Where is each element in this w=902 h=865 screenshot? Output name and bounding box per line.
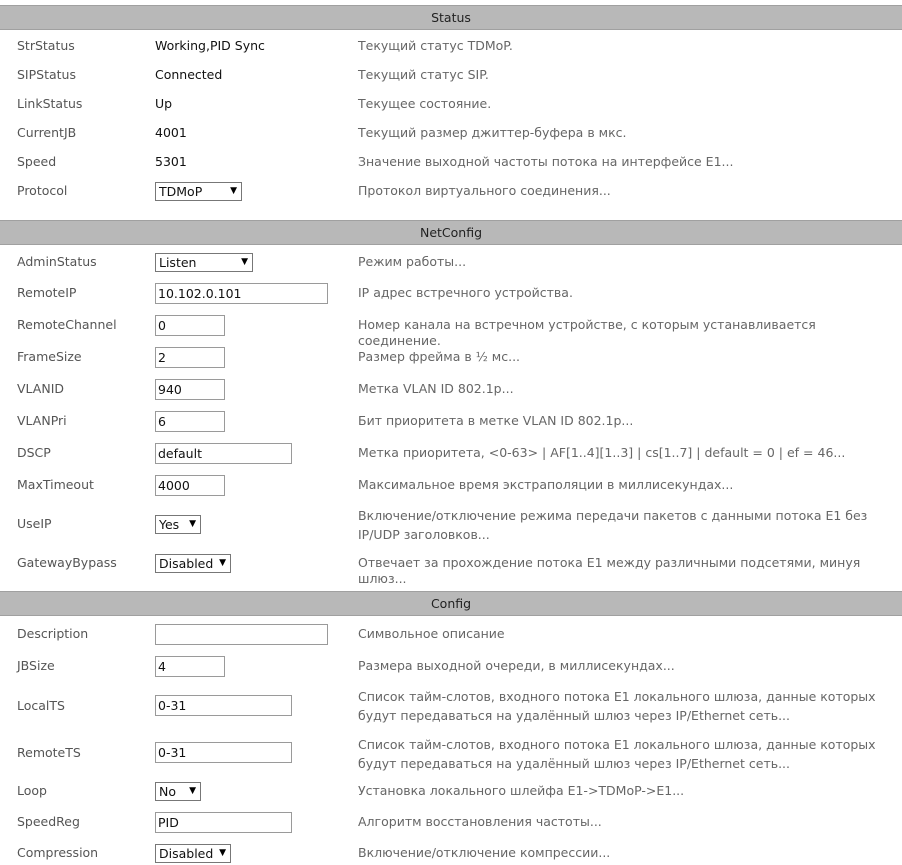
field-label: StrStatus — [17, 38, 75, 53]
field-label: Loop — [17, 783, 47, 798]
compression-select[interactable] — [155, 844, 231, 863]
field-description: Метка VLAN ID 802.1p... — [358, 381, 514, 396]
jbsize-input[interactable]: 4 — [155, 656, 225, 677]
chevron-down-icon: ▼ — [241, 257, 248, 267]
field-description: Установка локального шлейфа E1->TDMoP->E1... — [358, 783, 685, 798]
field-description: Включение/отключение режима передачи пакетов с данными потока E1 без IP/UDP заголовков... — [358, 508, 868, 542]
field-label: RemoteTS — [17, 745, 81, 760]
field-description: Бит приоритета в метке VLAN ID 802.1p... — [358, 413, 634, 428]
description-input[interactable] — [155, 624, 328, 645]
field-description: Метка приоритета, <0-63> | AF[1..4][1..3] | cs[1..7] | default = 0 | ef = 46... — [358, 445, 846, 460]
select-value: Listen — [159, 255, 197, 270]
speedreg-input[interactable]: PID — [155, 812, 292, 833]
field-label: LocalTS — [17, 698, 65, 713]
field-label: RemoteIP — [17, 285, 77, 300]
field-value: Up — [155, 96, 173, 111]
field-description: Текущее состояние. — [358, 96, 492, 111]
field-label: VLANPri — [17, 413, 67, 428]
field-label: MaxTimeout — [17, 477, 94, 492]
select-value: No — [159, 784, 176, 799]
field-label: VLANID — [17, 381, 65, 396]
field-description: Список тайм-слотов, входного потока E1 локального шлюза, данные которых будут передаваться на удалённый шлюз через IP/Ethernet сеть... — [358, 737, 876, 771]
loop-select[interactable] — [155, 782, 201, 801]
chevron-down-icon: ▼ — [230, 186, 237, 196]
vlanpri-input[interactable]: 6 — [155, 411, 225, 432]
field-label: AdminStatus — [17, 254, 97, 269]
remoteip-input[interactable]: 10.102.0.101 — [155, 283, 328, 304]
dscp-input[interactable]: default — [155, 443, 292, 464]
field-description: Максимальное время экстраполяции в миллисекундах... — [358, 477, 734, 492]
select-value: Yes — [159, 517, 180, 532]
field-label: LinkStatus — [17, 96, 83, 111]
protocol-select[interactable] — [155, 182, 242, 201]
select-value: Disabled — [159, 846, 214, 861]
field-label: Speed — [17, 154, 57, 169]
chevron-down-icon: ▼ — [219, 558, 226, 568]
adminstatus-select[interactable] — [155, 253, 253, 272]
field-description: Значение выходной частоты потока на интерфейсе E1... — [358, 154, 734, 169]
field-label: Description — [17, 626, 89, 641]
remotechannel-input[interactable]: 0 — [155, 315, 225, 336]
gatewaybypass-select[interactable] — [155, 554, 231, 573]
field-label: DSCP — [17, 445, 51, 460]
select-value: TDMoP — [159, 184, 203, 199]
field-value: 4001 — [155, 125, 187, 140]
field-label: UseIP — [17, 516, 52, 531]
field-label: CurrentJB — [17, 125, 77, 140]
chevron-down-icon: ▼ — [219, 848, 226, 858]
field-description: Размера выходной очереди, в миллисекундах... — [358, 658, 675, 673]
config-section-header: Config — [0, 591, 902, 616]
field-description: Символьное описание — [358, 626, 505, 641]
field-label: JBSize — [17, 658, 55, 673]
field-label: Compression — [17, 845, 99, 860]
field-description: Текущий размер джиттер-буфера в мкс. — [358, 125, 627, 140]
field-value: Working,PID Sync — [155, 38, 265, 53]
field-value: 5301 — [155, 154, 187, 169]
framesize-input[interactable]: 2 — [155, 347, 225, 368]
field-label: GatewayBypass — [17, 555, 117, 570]
field-description: Текущий статус TDMoP. — [358, 38, 513, 53]
field-description: Протокол виртуального соединения... — [358, 183, 611, 198]
field-description: IP адрес встречного устройства. — [358, 285, 573, 300]
field-value: Connected — [155, 67, 223, 82]
field-description: Номер канала на встречном устройстве, с которым устанавливается соединение. — [358, 317, 816, 348]
netconfig-section-header: NetConfig — [0, 220, 902, 245]
field-description: Включение/отключение компрессии... — [358, 845, 611, 860]
field-description: Режим работы... — [358, 254, 467, 269]
field-description: Отвечает за прохождение потока E1 между различными подсетями, минуя шлюз... — [358, 555, 861, 586]
vlanid-input[interactable]: 940 — [155, 379, 225, 400]
remotets-input[interactable]: 0-31 — [155, 742, 292, 763]
chevron-down-icon: ▼ — [189, 519, 196, 529]
field-label: FrameSize — [17, 349, 82, 364]
select-value: Disabled — [159, 556, 214, 571]
maxtimeout-input[interactable]: 4000 — [155, 475, 225, 496]
field-description: Текущий статус SIP. — [358, 67, 489, 82]
field-label: Protocol — [17, 183, 68, 198]
field-description: Алгоритм восстановления частоты... — [358, 814, 602, 829]
chevron-down-icon: ▼ — [189, 786, 196, 796]
status-section-header: Status — [0, 5, 902, 30]
field-description: Список тайм-слотов, входного потока E1 локального шлюза, данные которых будут передаваться на удалённый шлюз через IP/Ethernet сеть... — [358, 689, 876, 723]
localts-input[interactable]: 0-31 — [155, 695, 292, 716]
field-label: SpeedReg — [17, 814, 80, 829]
field-label: RemoteChannel — [17, 317, 117, 332]
useip-select[interactable] — [155, 515, 201, 534]
field-label: SIPStatus — [17, 67, 76, 82]
field-description: Размер фрейма в ½ мс... — [358, 349, 521, 364]
